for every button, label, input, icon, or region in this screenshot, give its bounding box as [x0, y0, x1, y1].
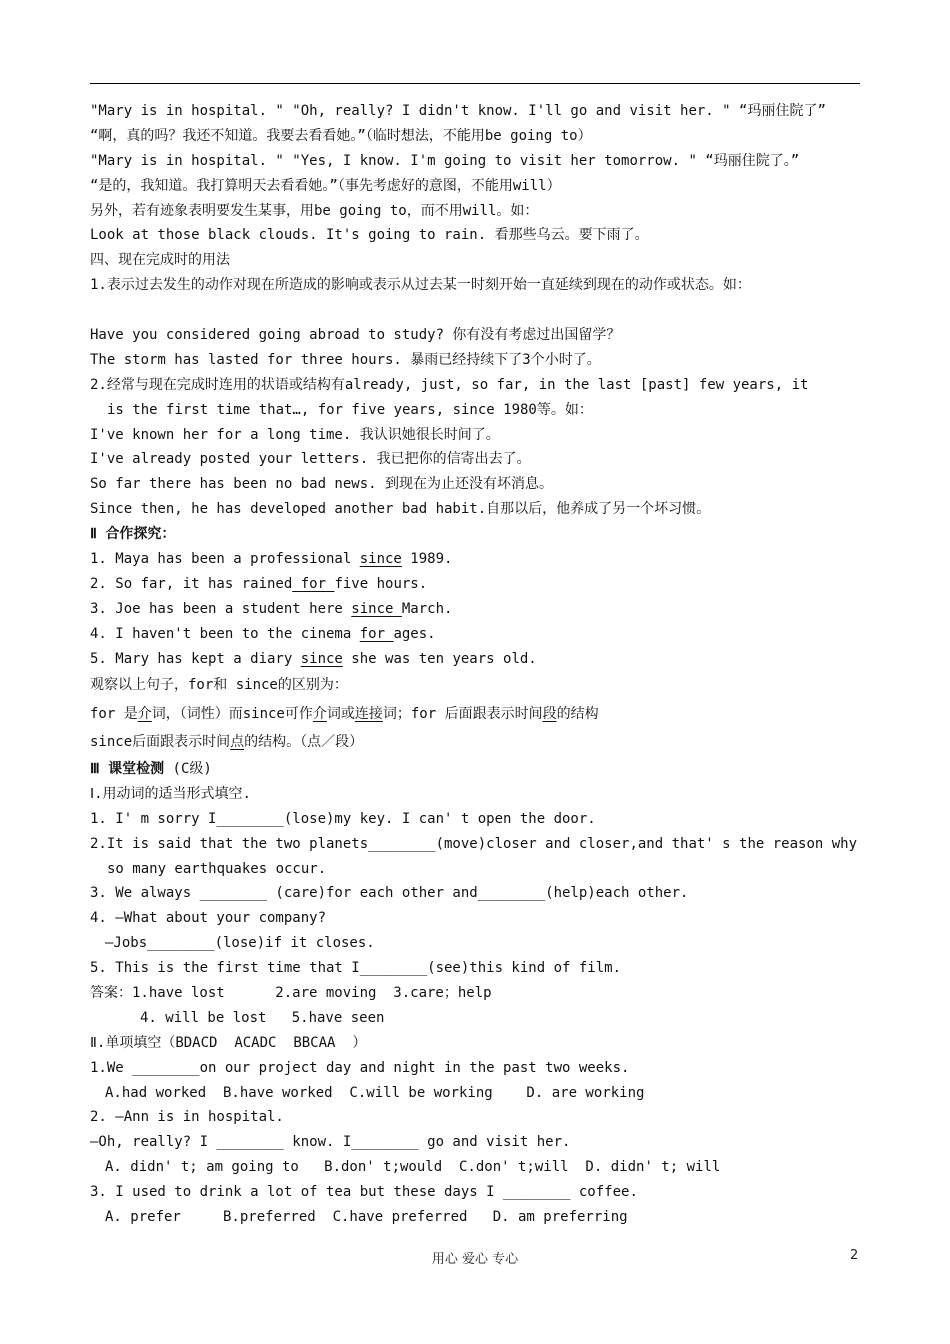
options: A. didn' t; am going to B.don' t;would C.don' t;will D. didn' t; will: [105, 1159, 721, 1176]
text-line: The storm has lasted for three hours. 暴雨已经持续下了3个小时了。: [90, 351, 601, 368]
example-sentence: 3. Joe has been a student here since March.: [90, 600, 453, 617]
text-line: Look at those black clouds. It's going to rain. 看那些乌云。要下雨了。: [90, 227, 649, 244]
answer-key: 答案：1.have lost 2.are moving 3.care；help: [90, 985, 492, 1001]
question: 5. This is the first time that I________(see)this kind of film.: [90, 960, 622, 977]
text-line: “是的，我知道。我打算明天去看看她。”（事先考虑好的意图，不能用will）: [90, 177, 561, 194]
example-sentence: 2. So far, it has rained for five hours.: [90, 575, 428, 592]
text-line: since后面跟表示时间点的结构。（点／段）: [90, 734, 364, 751]
question: 4. —What about your company?: [90, 910, 327, 927]
text-line: "Mary is in hospital. " "Oh, really? I didn't know. I'll go and visit her. " “玛丽住院了”: [90, 103, 826, 119]
part-heading: Ⅰ.用动词的适当形式填空.: [90, 785, 251, 802]
example-sentence: 1. Maya has been a professional since 1989.: [90, 551, 453, 568]
page-number: 2: [850, 1248, 859, 1263]
document-body: [90, 99, 865, 1230]
question: 2. —Ann is in hospital.: [90, 1109, 284, 1126]
answer-key: 4. will be lost 5.have seen: [140, 1009, 385, 1026]
text-line: is the first time that…, for five years, since 1980等。如：: [107, 401, 593, 418]
text-line: 1.表示过去发生的动作对现在所造成的影响或表示从过去某一时刻开始一直延续到现在的动作或状态。如：: [90, 277, 751, 294]
question: 1. I' m sorry I________(lose)my key. I can' t open the door.: [90, 810, 596, 827]
options: A. prefer B.preferred C.have preferred D. am preferring: [105, 1209, 628, 1226]
text-line: So far there has been no bad news. 到现在为止还没有坏消息。: [90, 476, 554, 493]
header-rule: [90, 83, 860, 84]
question: 3. We always ________ (care)for each other and________(help)each other.: [90, 885, 689, 902]
blank-line: [90, 298, 865, 323]
text-line: for 是介词，（词性）而since可作介词或连接词；for 后面跟表示时间段的结构: [90, 705, 599, 722]
text-line: 另外，若有迹象表明要发生某事，用be going to，而不用will。如：: [90, 202, 539, 219]
question: 3. I used to drink a lot of tea but these days I ________ coffee.: [90, 1184, 638, 1201]
question: —Oh, really? I ________ know. I________ go and visit her.: [90, 1134, 571, 1151]
question: 2.It is said that the two planets________(move)closer and closer,and that' s the reason why: [90, 835, 858, 852]
part-heading: Ⅱ.单项填空（BDACD ACADC BBCAA ）: [90, 1034, 367, 1051]
text-line: 观察以上句子，for和 since的区别为：: [90, 677, 348, 694]
section-heading: 四、现在完成时的用法: [90, 252, 230, 269]
text-line: Since then, he has developed another bad habit.自那以后，他养成了另一个坏习惯。: [90, 501, 711, 518]
text-line: Have you considered going abroad to study? 你有没有考虑过出国留学？: [90, 327, 621, 344]
question: —Jobs________(lose)if it closes.: [105, 935, 375, 952]
example-sentence: 5. Mary has kept a diary since she was ten years old.: [90, 650, 537, 667]
text-line: “啊，真的吗？我还不知道。我要去看看她。”（临时想法，不能用be going to）: [90, 127, 592, 144]
text-line: I've known her for a long time. 我认识她很长时间了。: [90, 426, 500, 443]
example-sentence: 4. I haven't been to the cinema for ages.: [90, 625, 436, 642]
section-heading-test: Ⅲ 课堂检测 (C级): [90, 760, 212, 777]
question: so many earthquakes occur.: [107, 860, 327, 877]
text-line: 2.经常与现在完成时连用的状语或结构有already, just, so far, in the last [past] few years, it: [90, 376, 809, 393]
question: 1.We ________on our project day and night in the past two weeks.: [90, 1059, 630, 1076]
options: A.had worked B.have worked C.will be working D. are working: [105, 1084, 645, 1101]
text-line: "Mary is in hospital. " "Yes, I know. I'm going to visit her tomorrow. " “玛丽住院了。”: [90, 152, 800, 169]
text-line: I've already posted your letters. 我已把你的信寄出去了。: [90, 451, 531, 468]
footer-motto: 用心 爱心 专心: [431, 1252, 519, 1267]
section-heading-cooperation: Ⅱ 合作探究：: [90, 526, 176, 543]
